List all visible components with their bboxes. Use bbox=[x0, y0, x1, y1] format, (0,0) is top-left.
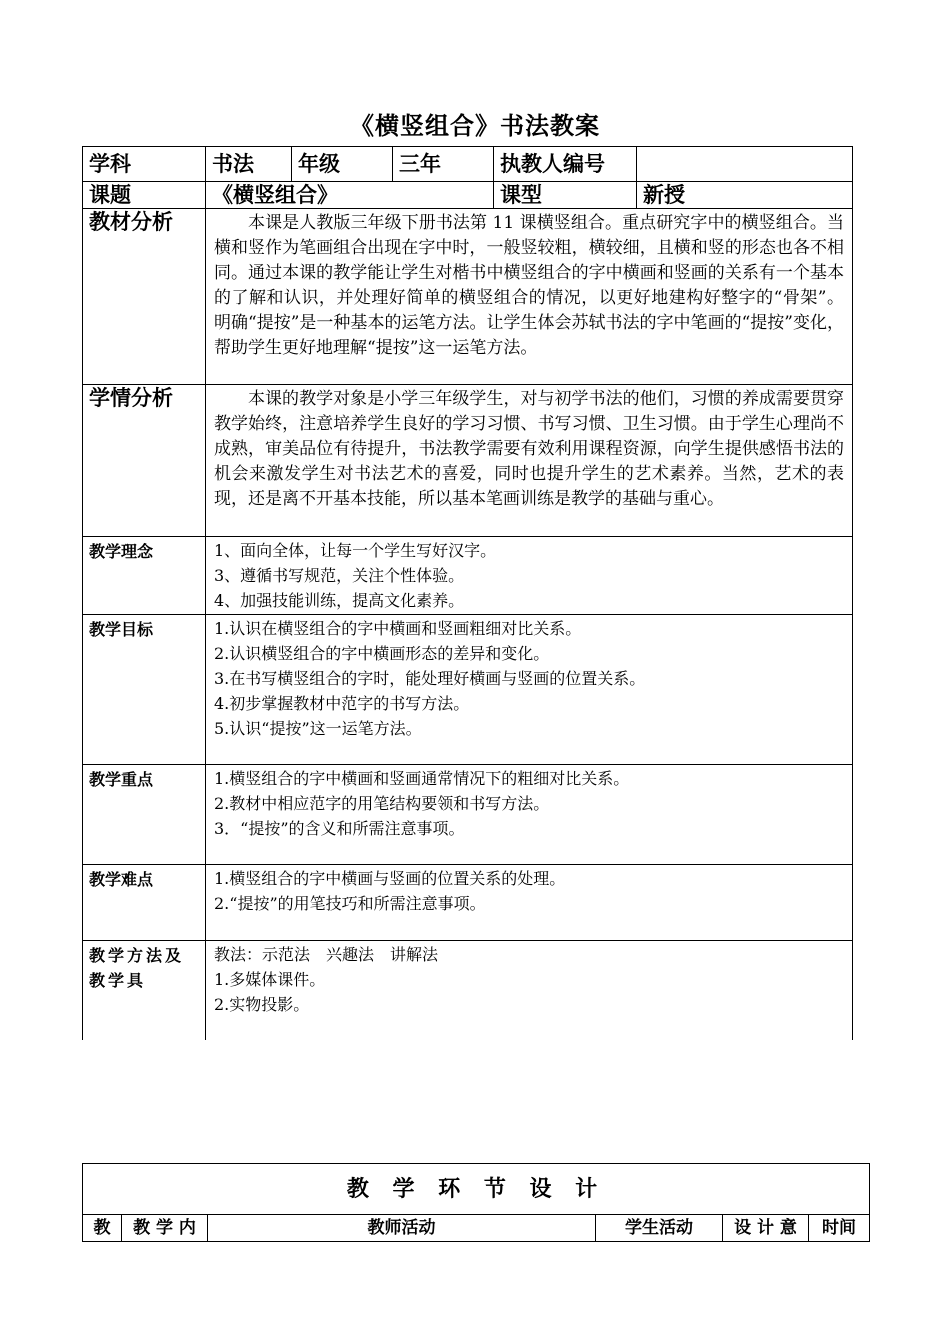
lesson-type-value: 新授 bbox=[637, 182, 853, 209]
page-title: 《横竖组合》书法教案 bbox=[350, 111, 600, 140]
philosophy-line: 3、遵循书写规范，关注个性体验。 bbox=[214, 566, 465, 585]
difficulty-line: 2.“提按”的用笔技巧和所需注意事项。 bbox=[214, 894, 486, 913]
philosophy-row bbox=[83, 537, 853, 615]
goals-cell bbox=[206, 615, 853, 765]
key-points-cell bbox=[206, 765, 853, 865]
difficulty-line: 1.横竖组合的字中横画与竖画的位置关系的处理。 bbox=[214, 869, 566, 888]
philosophy-cell bbox=[206, 537, 853, 615]
methods-label: 教学方法及教学具 bbox=[83, 941, 206, 1041]
subject-value: 书法 bbox=[206, 147, 292, 182]
philosophy-label: 教学理念 bbox=[83, 537, 206, 615]
info-row-2 bbox=[83, 182, 853, 209]
methods-row bbox=[83, 941, 853, 1041]
grade-label: 年级 bbox=[292, 147, 393, 182]
design-title-row bbox=[83, 1164, 870, 1215]
material-text-cell bbox=[206, 209, 853, 385]
students-label: 学情分析 bbox=[83, 385, 206, 537]
header-design-intent: 设 计 意 bbox=[723, 1215, 809, 1242]
design-header-row bbox=[83, 1215, 870, 1242]
header-teacher-activity: 教师活动 bbox=[208, 1215, 596, 1242]
design-title: 教 学 环 节 设 计 bbox=[83, 1164, 870, 1215]
lesson-plan-table bbox=[82, 146, 853, 1040]
header-content: 教 学 内 bbox=[122, 1215, 208, 1242]
topic-label: 课题 bbox=[83, 182, 206, 209]
key-point-line: 1.横竖组合的字中横画和竖画通常情况下的粗细对比关系。 bbox=[214, 769, 630, 788]
difficulties-row bbox=[83, 865, 853, 941]
key-point-line: 3．“提按”的含义和所需注意事项。 bbox=[214, 819, 465, 838]
philosophy-line: 4、加强技能训练，提高文化素养。 bbox=[214, 591, 465, 610]
header-student-activity: 学生活动 bbox=[596, 1215, 723, 1242]
goals-label: 教学目标 bbox=[83, 615, 206, 765]
goal-line: 5.认识“提按”这一运笔方法。 bbox=[214, 719, 422, 738]
header-stage: 教 bbox=[83, 1215, 122, 1242]
difficulties-cell bbox=[206, 865, 853, 941]
key-points-row bbox=[83, 765, 853, 865]
method-line: 2.实物投影。 bbox=[214, 995, 310, 1014]
teacher-id-value bbox=[637, 147, 853, 182]
teaching-design-table bbox=[82, 1163, 870, 1242]
goal-line: 4.初步掌握教材中范字的书写方法。 bbox=[214, 694, 470, 713]
students-row bbox=[83, 385, 853, 537]
material-label: 教材分析 bbox=[83, 209, 206, 385]
header-time: 时间 bbox=[809, 1215, 870, 1242]
students-text: 本课的教学对象是小学三年级学生，对与初学书法的他们，习惯的养成需要贯穿教学始终，注意培养学生良好的学习习惯、书写习惯、卫生习惯。由于学生心理尚不成熟，审美品位有待提升，书法教学需要有效利用课程资源，向学生提供感悟书法的机会来激发学生对书法艺术的喜爱，同时也提升学生的艺术素养。当然，艺术的表现，还是离不开基本技能，所以基本笔画训练是教学的基础与重心。 bbox=[214, 389, 844, 509]
method-line: 教法：示范法 兴趣法 讲解法 bbox=[214, 945, 439, 964]
goal-line: 3.在书写横竖组合的字时，能处理好横画与竖画的位置关系。 bbox=[214, 669, 646, 688]
key-point-line: 2.教材中相应范字的用笔结构要领和书写方法。 bbox=[214, 794, 550, 813]
material-row bbox=[83, 209, 853, 385]
methods-cell bbox=[206, 941, 853, 1041]
info-row-1 bbox=[83, 147, 853, 182]
topic-value: 《横竖组合》 bbox=[206, 182, 494, 209]
difficulties-label: 教学难点 bbox=[83, 865, 206, 941]
goal-line: 2.认识横竖组合的字中横画形态的差异和变化。 bbox=[214, 644, 550, 663]
material-text: 本课是人教版三年级下册书法第 11 课横竖组合。重点研究字中的横竖组合。当横和竖作为笔画组合出现在字中时，一般竖较粗，横较细，且横和竖的形态也各不相同。通过本课的教学能让学生对楷书中横竖组合的字中横画和竖画的关系有一个基本的了解和认识，并处理好简单的横竖组合的情况，以更好地建构好整字的“骨架”。 明确“提按”是一种基本的运笔方法。让学生体会苏轼书法的字中笔画的“提按”变化，帮助学生更好地理解“提按”这一运笔方法。 bbox=[214, 213, 844, 358]
goals-row bbox=[83, 615, 853, 765]
method-line: 1.多媒体课件。 bbox=[214, 970, 326, 989]
students-text-cell bbox=[206, 385, 853, 537]
subject-label: 学科 bbox=[83, 147, 206, 182]
teacher-id-label: 执教人编号 bbox=[494, 147, 637, 182]
philosophy-line: 1、面向全体，让每一个学生写好汉字。 bbox=[214, 541, 497, 560]
goal-line: 1.认识在横竖组合的字中横画和竖画粗细对比关系。 bbox=[214, 619, 582, 638]
lesson-type-label: 课型 bbox=[494, 182, 637, 209]
key-points-label: 教学重点 bbox=[83, 765, 206, 865]
grade-value: 三年 bbox=[393, 147, 494, 182]
